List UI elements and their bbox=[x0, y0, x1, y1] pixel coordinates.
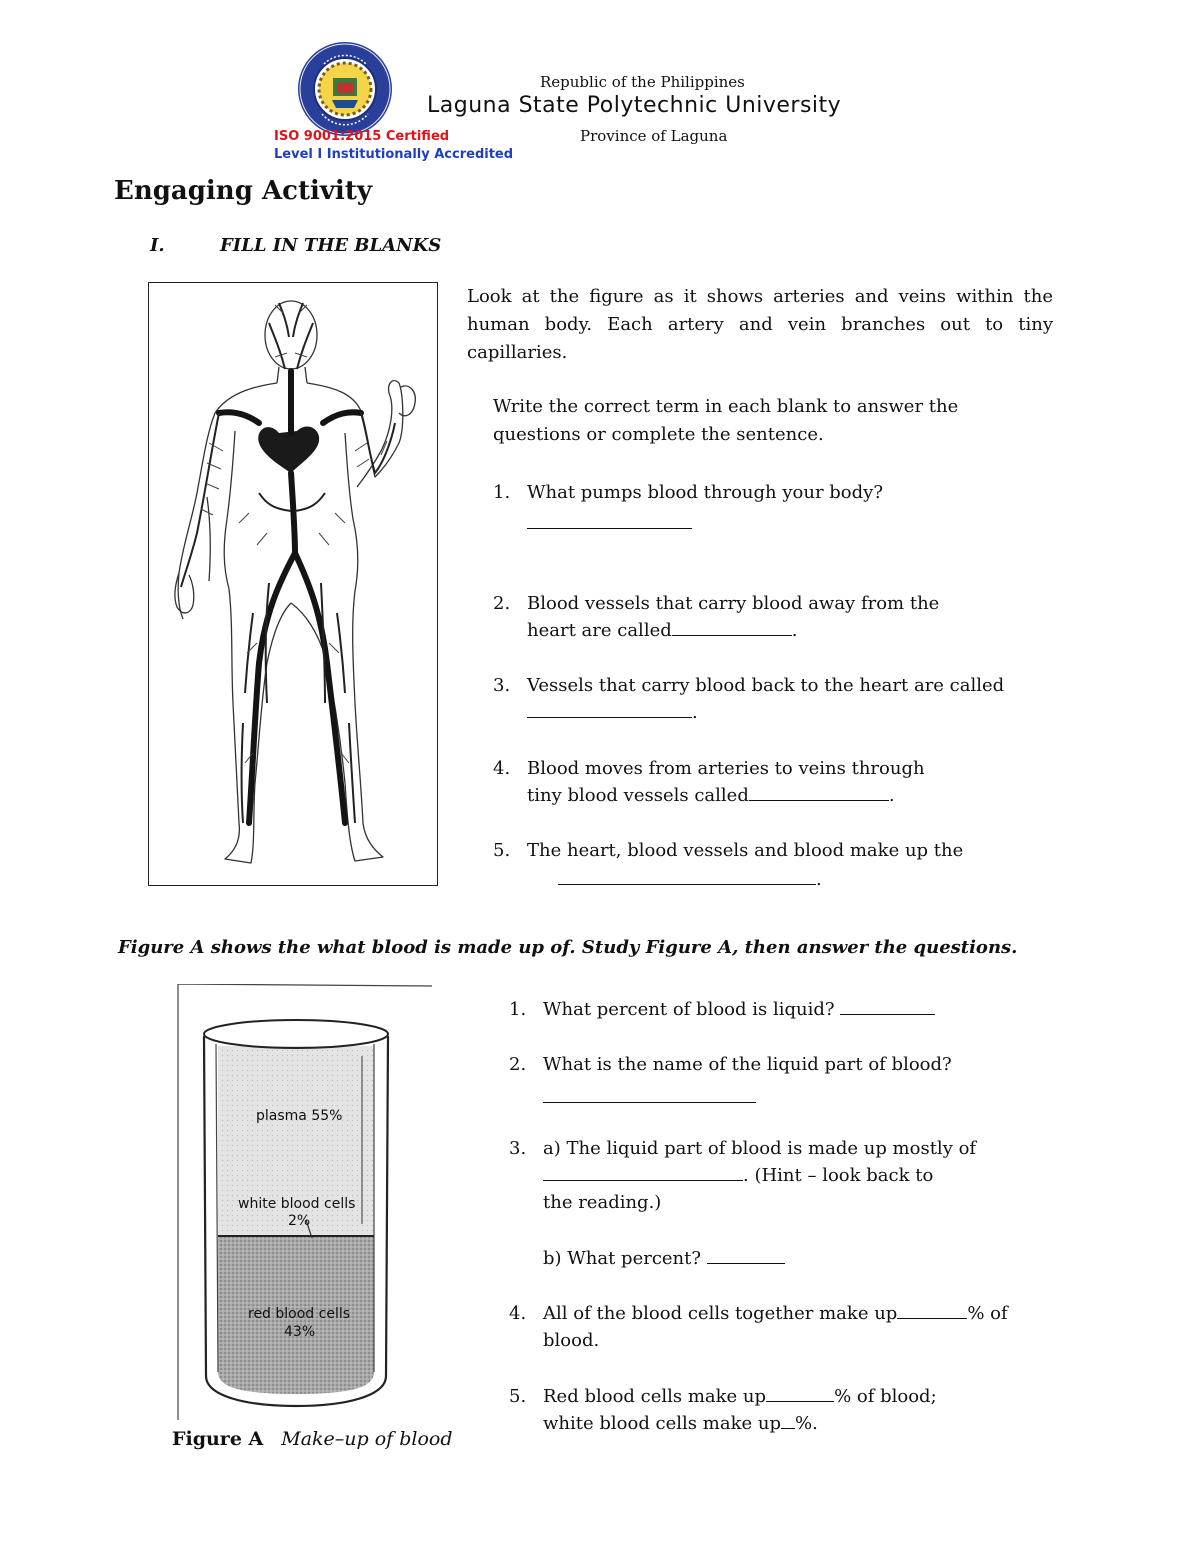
question-end: . bbox=[692, 702, 698, 723]
question-number: 1. bbox=[493, 482, 511, 503]
answer-blank[interactable] bbox=[766, 1383, 834, 1402]
intro-paragraph: Look at the figure as it shows arteries and veins within the human body. Each artery and vein branches out to tiny capillaries. bbox=[467, 286, 1053, 363]
question-text: All of the blood cells together make up bbox=[543, 1303, 898, 1324]
question-number: 3. bbox=[509, 1138, 527, 1159]
beaker-icon bbox=[176, 984, 434, 1424]
figure-caption-text: Make–up of blood bbox=[281, 1428, 453, 1450]
question-text: Blood vessels that carry blood away from the bbox=[527, 593, 940, 614]
question-text: Blood moves from arteries to veins through bbox=[527, 758, 925, 779]
figure-a-heading: Figure A shows the what blood is made up of. Study Figure A, then answer the questions. bbox=[118, 937, 1018, 958]
university-name: Laguna State Polytechnic University bbox=[427, 93, 842, 118]
figure-caption bbox=[172, 1428, 453, 1450]
question-end: . bbox=[888, 785, 895, 806]
answer-blank[interactable] bbox=[672, 617, 792, 636]
accreditation-label: Level I Institutionally Accredited bbox=[274, 147, 514, 162]
answer-blank[interactable] bbox=[840, 996, 935, 1015]
question-text: %. bbox=[794, 1413, 818, 1434]
question-text: Vessels that carry blood back to the heart are called bbox=[527, 675, 1005, 696]
wbc-percent: 2% bbox=[288, 1213, 311, 1229]
question-end: . bbox=[791, 620, 798, 641]
question-text: the reading.) bbox=[543, 1192, 662, 1213]
instruction-paragraph: Write the correct term in each blank to answer the questions or complete the sentence. bbox=[493, 396, 959, 445]
human-body-icon bbox=[149, 283, 437, 885]
figure-caption-label: Figure A bbox=[172, 1428, 264, 1450]
question-number: 2. bbox=[493, 593, 511, 614]
republic-label: Republic of the Philippines bbox=[540, 73, 745, 91]
question-text: % of bbox=[967, 1303, 1008, 1324]
question-text: white blood cells make up bbox=[543, 1413, 781, 1434]
rbc-percent: 43% bbox=[284, 1324, 316, 1340]
question-number: 5. bbox=[493, 840, 511, 861]
answer-blank[interactable] bbox=[749, 782, 889, 801]
answer-blank[interactable] bbox=[543, 1162, 743, 1181]
plasma-label: plasma 55% bbox=[256, 1108, 343, 1124]
answer-blank[interactable] bbox=[527, 512, 692, 529]
university-seal-icon bbox=[296, 40, 394, 138]
rbc-label: red blood cells bbox=[248, 1306, 351, 1322]
answer-blank[interactable] bbox=[781, 1410, 795, 1429]
answer-blank[interactable] bbox=[897, 1300, 967, 1319]
question-number: 3. bbox=[493, 675, 511, 696]
question-text: . (Hint – look back to bbox=[743, 1165, 934, 1186]
question-text: The heart, blood vessels and blood make up the bbox=[527, 840, 964, 861]
question-text: What pumps blood through your body? bbox=[527, 482, 883, 503]
iso-certification: ISO 9001:2015 Certified bbox=[274, 129, 450, 144]
question-text: Red blood cells make up bbox=[543, 1386, 767, 1407]
question-text: What percent of blood is liquid? bbox=[543, 999, 835, 1020]
question-number: 1. bbox=[509, 999, 527, 1020]
answer-blank[interactable] bbox=[707, 1245, 785, 1264]
page-title: Engaging Activity bbox=[114, 176, 372, 206]
question-number: 4. bbox=[493, 758, 511, 779]
section-title: FILL IN THE BLANKS bbox=[220, 235, 442, 256]
question-number: 4. bbox=[509, 1303, 527, 1324]
circulatory-system-figure bbox=[148, 282, 438, 886]
question-number: 2. bbox=[509, 1054, 527, 1075]
question-text: % of blood; bbox=[834, 1386, 937, 1407]
blood-composition-figure bbox=[176, 984, 434, 1424]
question-end: . bbox=[816, 869, 822, 890]
answer-blank[interactable] bbox=[543, 1086, 756, 1103]
province-label: Province of Laguna bbox=[580, 127, 728, 145]
question-text: What is the name of the liquid part of blood? bbox=[543, 1054, 952, 1075]
question-text: b) What percent? bbox=[543, 1248, 702, 1269]
answer-blank[interactable] bbox=[527, 699, 692, 718]
question-text: a) The liquid part of blood is made up mostly of bbox=[543, 1138, 977, 1159]
section-number: I. bbox=[150, 235, 165, 256]
question-text: blood. bbox=[543, 1330, 600, 1351]
wbc-label: white blood cells bbox=[238, 1196, 356, 1212]
question-text: tiny blood vessels called bbox=[527, 785, 749, 806]
question-text: heart are called bbox=[527, 620, 672, 641]
answer-blank[interactable] bbox=[558, 866, 816, 885]
question-number: 5. bbox=[509, 1386, 527, 1407]
